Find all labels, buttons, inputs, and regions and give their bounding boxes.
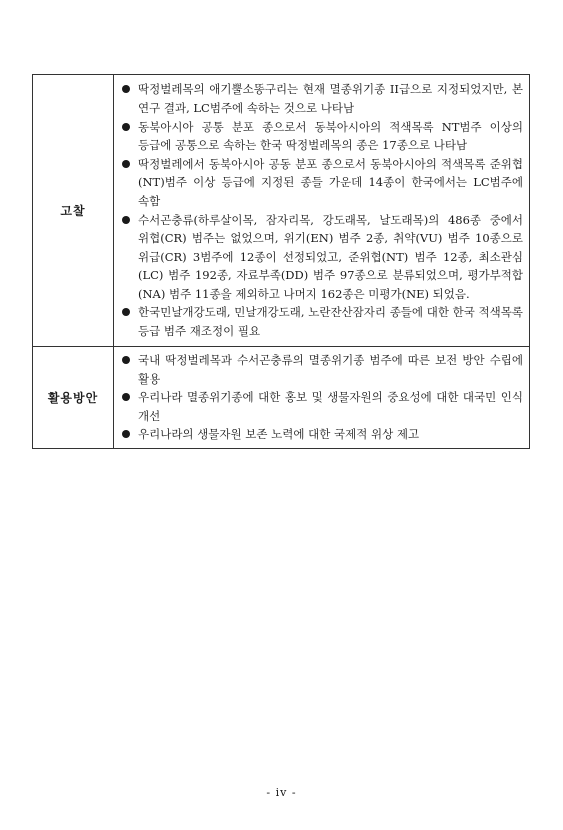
bullet-list xyxy=(120,80,523,340)
bullet-text: 한국민날개강도래, 민날개강도래, 노란잔산잠자리 종들에 대한 한국 적색목록 등급 범주 재조정이 필요 xyxy=(138,305,523,339)
list-item xyxy=(120,211,523,304)
list-item xyxy=(120,80,523,117)
bullet-icon xyxy=(122,430,130,438)
bullet-icon xyxy=(122,123,130,131)
row-content-discussion xyxy=(114,75,530,347)
row-label-discussion: 고찰 xyxy=(33,75,114,347)
bullet-text: 동북아시아 공통 분포 종으로서 동북아시아의 적색목록 NT범주 이상의 등급에 공통으로 속하는 한국 딱정벌레목의 종은 17종으로 나타남 xyxy=(138,119,523,153)
list-item xyxy=(120,118,523,155)
page-number: - iv - xyxy=(266,786,297,799)
list-item xyxy=(120,155,523,211)
bullet-icon xyxy=(122,160,130,168)
bullet-icon xyxy=(122,216,130,224)
bullet-icon xyxy=(122,85,130,93)
bullet-icon xyxy=(122,393,130,401)
table-row-discussion xyxy=(33,75,530,347)
list-item xyxy=(120,351,523,388)
row-content-application xyxy=(114,347,530,449)
table-row-application xyxy=(33,347,530,449)
summary-table xyxy=(32,74,530,449)
bullet-text: 국내 딱정벌레목과 수서곤충류의 멸종위기종 범주에 따른 보전 방안 수립에 활용 xyxy=(138,353,523,386)
bullet-list xyxy=(120,351,523,444)
list-item xyxy=(120,388,523,425)
list-item xyxy=(120,425,523,444)
list-item xyxy=(120,303,523,340)
bullet-text: 우리나라의 생물자원 보존 노력에 대한 국제적 위상 제고 xyxy=(138,427,420,442)
bullet-text: 딱정벌레목의 애기뿔소똥구리는 현재 멸종위기종 II급으로 지정되었지만, 본 연구 결과, LC범주에 속하는 것으로 나타남 xyxy=(138,82,523,115)
row-label-application: 활용방안 xyxy=(33,347,114,449)
bullet-icon xyxy=(122,356,130,364)
bullet-text: 딱정벌레에서 동북아시아 공동 분포 종으로서 동북아시아의 적색목록 준위협(NT)범주 이상 등급에 지정된 종들 가운데 14종이 한국에서는 LC범주에 속함 xyxy=(138,156,523,208)
bullet-text: 수서곤충류(하루살이목, 잠자리목, 강도래목, 날도래목)의 486종 중에서 위협(CR) 범주는 없었으며, 위기(EN) 범주 2종, 취약(VU) 범주 10종으로 위급(CR) 3범주에 12종이 선정되었고, 준위협(NT) 범주 12종, 최소관심(LC) 범주 192종, 자료부족(DD) 범주 97종으로 분류되었으며, 평가부적합(NA) 범주 11종을 제외하고 나머지 162종은 미평가(NE) 되었음. xyxy=(138,212,523,301)
bullet-text: 우리나라 멸종위기종에 대한 홍보 및 생물자원의 중요성에 대한 대국민 인식 개선 xyxy=(138,390,523,423)
bullet-icon xyxy=(122,308,130,316)
